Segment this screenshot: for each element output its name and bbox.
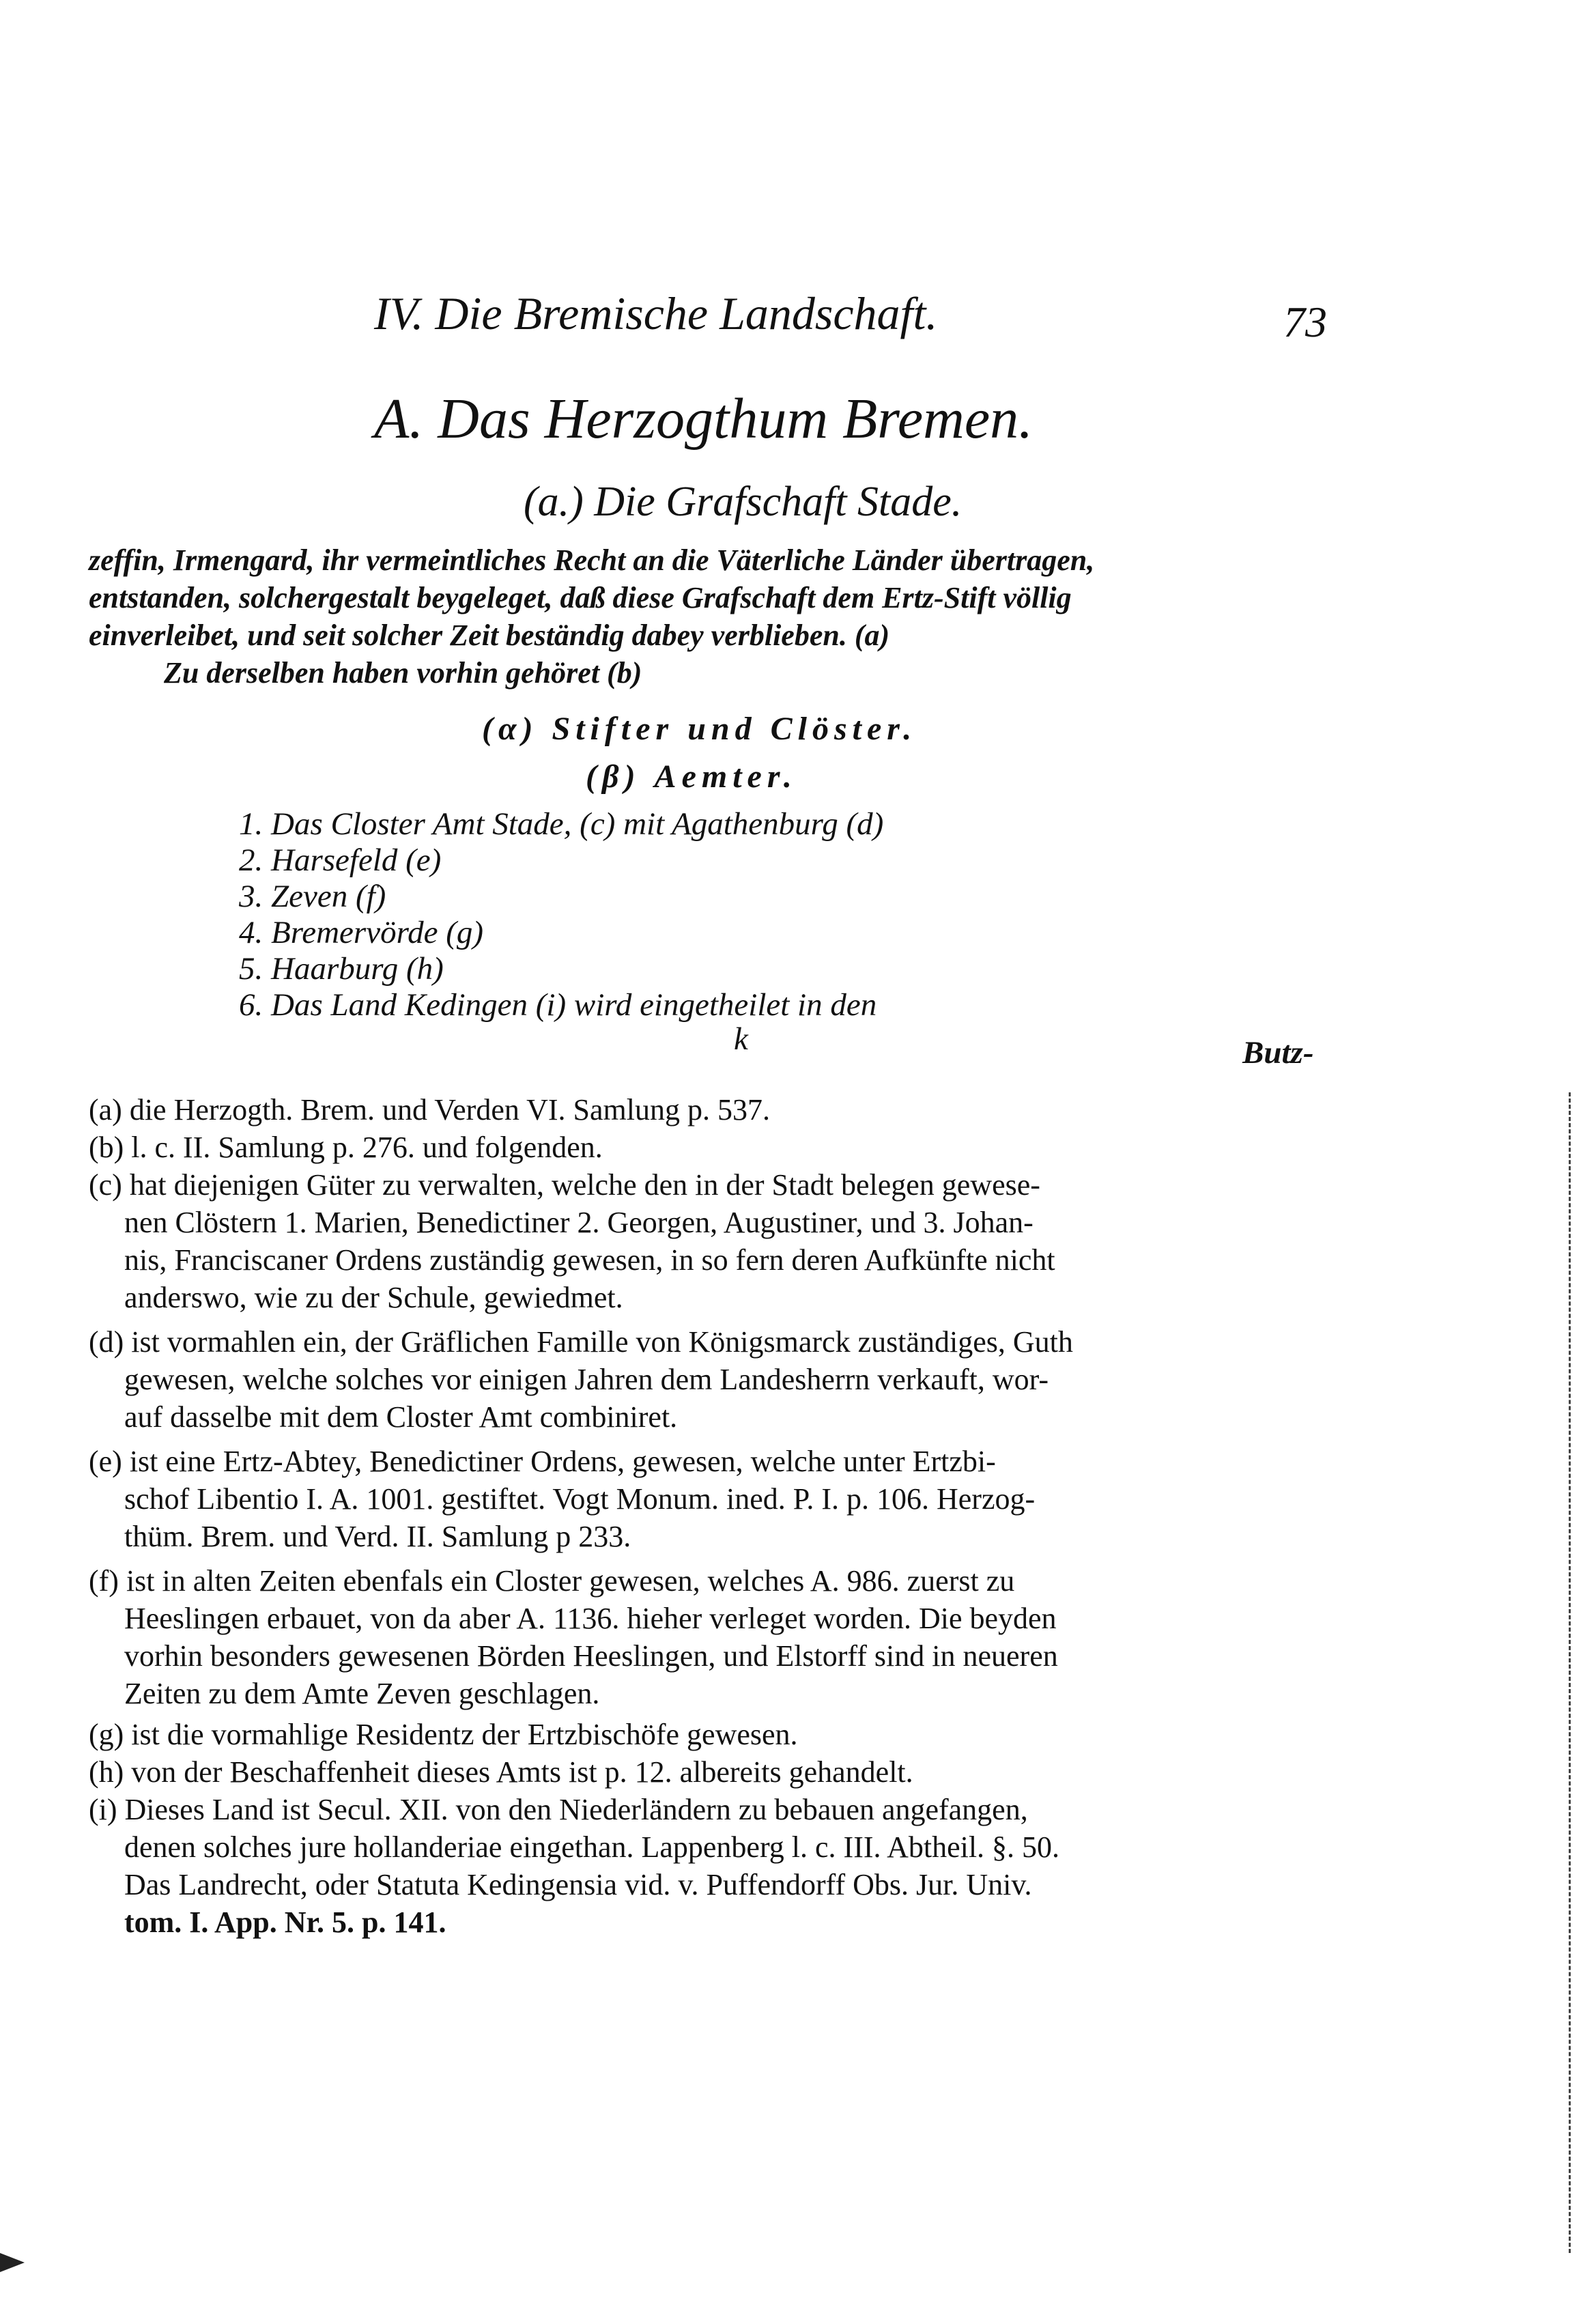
footnote-line: nis, Franciscaner Ordens zuständig gewesen, in so fern deren Aufkünfte nicht xyxy=(124,1243,1055,1277)
footnote-d: (d) ist vormahlen ein, der Gräflichen Famille von Königsmarck zuständiges, Guth xyxy=(89,1325,1073,1359)
footnote-line: nen Clöstern 1. Marien, Benedictiner 2. Georgen, Augustiner, und 3. Johan- xyxy=(124,1206,1034,1239)
footnote-f: (f) ist in alten Zeiten ebenfals ein Closter gewesen, welches A. 986. zuerst zu xyxy=(89,1564,1015,1598)
footnote-line: auf dasselbe mit dem Closter Amt combiniret. xyxy=(124,1400,678,1434)
list-item: 4. Bremervörde (g) xyxy=(239,915,484,950)
footnote-line: anderswo, wie zu der Schule, gewiedmet. xyxy=(124,1281,623,1314)
footnote-line: tom. I. App. Nr. 5. p. 141. xyxy=(124,1905,446,1939)
list-item: 3. Zeven (f) xyxy=(239,879,386,914)
catchword: Butz- xyxy=(1242,1035,1314,1071)
body-line: entstanden, solchergestalt beygeleget, daß diese Grafschaft dem Ertz-Stift völlig xyxy=(89,581,1072,614)
footnote-line: Das Landrecht, oder Statuta Kedingensia vid. v. Puffendorff Obs. Jur. Univ. xyxy=(124,1868,1032,1901)
page-number: 73 xyxy=(1283,298,1327,346)
footnote-line: Zeiten zu dem Amte Zeven geschlagen. xyxy=(124,1677,600,1710)
footnote-line: thüm. Brem. und Verd. II. Samlung p 233. xyxy=(124,1520,631,1553)
body-line: Zu derselben haben vorhin gehöret (b) xyxy=(164,656,642,690)
body-line: zeffin, Irmengard, ihr vermeintliches Recht an die Väterliche Länder übertragen, xyxy=(89,543,1095,577)
footnote-line: schof Libentio I. A. 1001. gestiftet. Vogt Monum. ined. P. I. p. 106. Herzog- xyxy=(124,1482,1036,1516)
list-item: 2. Harsefeld (e) xyxy=(239,842,442,878)
scan-corner-mark xyxy=(0,2253,25,2272)
list-item: 5. Haarburg (h) xyxy=(239,951,444,987)
list-item: 6. Das Land Kedingen (i) wird eingetheilet in den xyxy=(239,987,877,1023)
footnote-line: vorhin besonders gewesenen Börden Heeslingen, und Elstorff sind in neueren xyxy=(124,1639,1058,1673)
list-item: 1. Das Closter Amt Stade, (c) mit Agathenburg (d) xyxy=(239,806,884,842)
footnote-g: (g) ist die vormahlige Residentz der Ertzbischöfe gewesen. xyxy=(89,1718,798,1751)
footnote-line: denen solches jure hollanderiae eingethan. Lappenberg l. c. III. Abtheil. §. 50. xyxy=(124,1830,1060,1864)
footnote-i: (i) Dieses Land ist Secul. XII. von den Niederländern zu bebauen angefangen, xyxy=(89,1793,1028,1826)
footnote-h: (h) von der Beschaffenheit dieses Amts ist p. 12. albereits gehandelt. xyxy=(89,1755,913,1789)
running-title: IV. Die Bremische Landschaft. xyxy=(374,287,938,339)
subhead-stifter: (α) Stifter und Clöster. xyxy=(482,711,917,747)
footnote-c: (c) hat diejenigen Güter zu verwalten, welche den in der Stadt belegen gewese- xyxy=(89,1168,1040,1202)
footnote-line: Heeslingen erbauet, von da aber A. 1136. hieher verleget worden. Die beyden xyxy=(124,1602,1057,1635)
footnote-b: (b) l. c. II. Samlung p. 276. und folgenden. xyxy=(89,1131,603,1164)
scan-edge-mark xyxy=(1569,1092,1571,2253)
body-line: einverleibet, und seit solcher Zeit beständig dabey verblieben. (a) xyxy=(89,619,890,652)
footnote-a: (a) die Herzogth. Brem. und Verden VI. Samlung p. 537. xyxy=(89,1093,770,1126)
subhead-aemter: (β) Aemter. xyxy=(586,759,797,795)
section-heading: A. Das Herzogthum Bremen. xyxy=(374,387,1034,451)
footnote-e: (e) ist eine Ertz-Abtey, Benedictiner Ordens, gewesen, welche unter Ertzbi- xyxy=(89,1445,996,1478)
subsection-heading: (a.) Die Grafschaft Stade. xyxy=(524,479,963,525)
signature-mark: k xyxy=(734,1021,748,1057)
footnote-line: gewesen, welche solches vor einigen Jahren dem Landesherrn verkauft, wor- xyxy=(124,1363,1049,1396)
